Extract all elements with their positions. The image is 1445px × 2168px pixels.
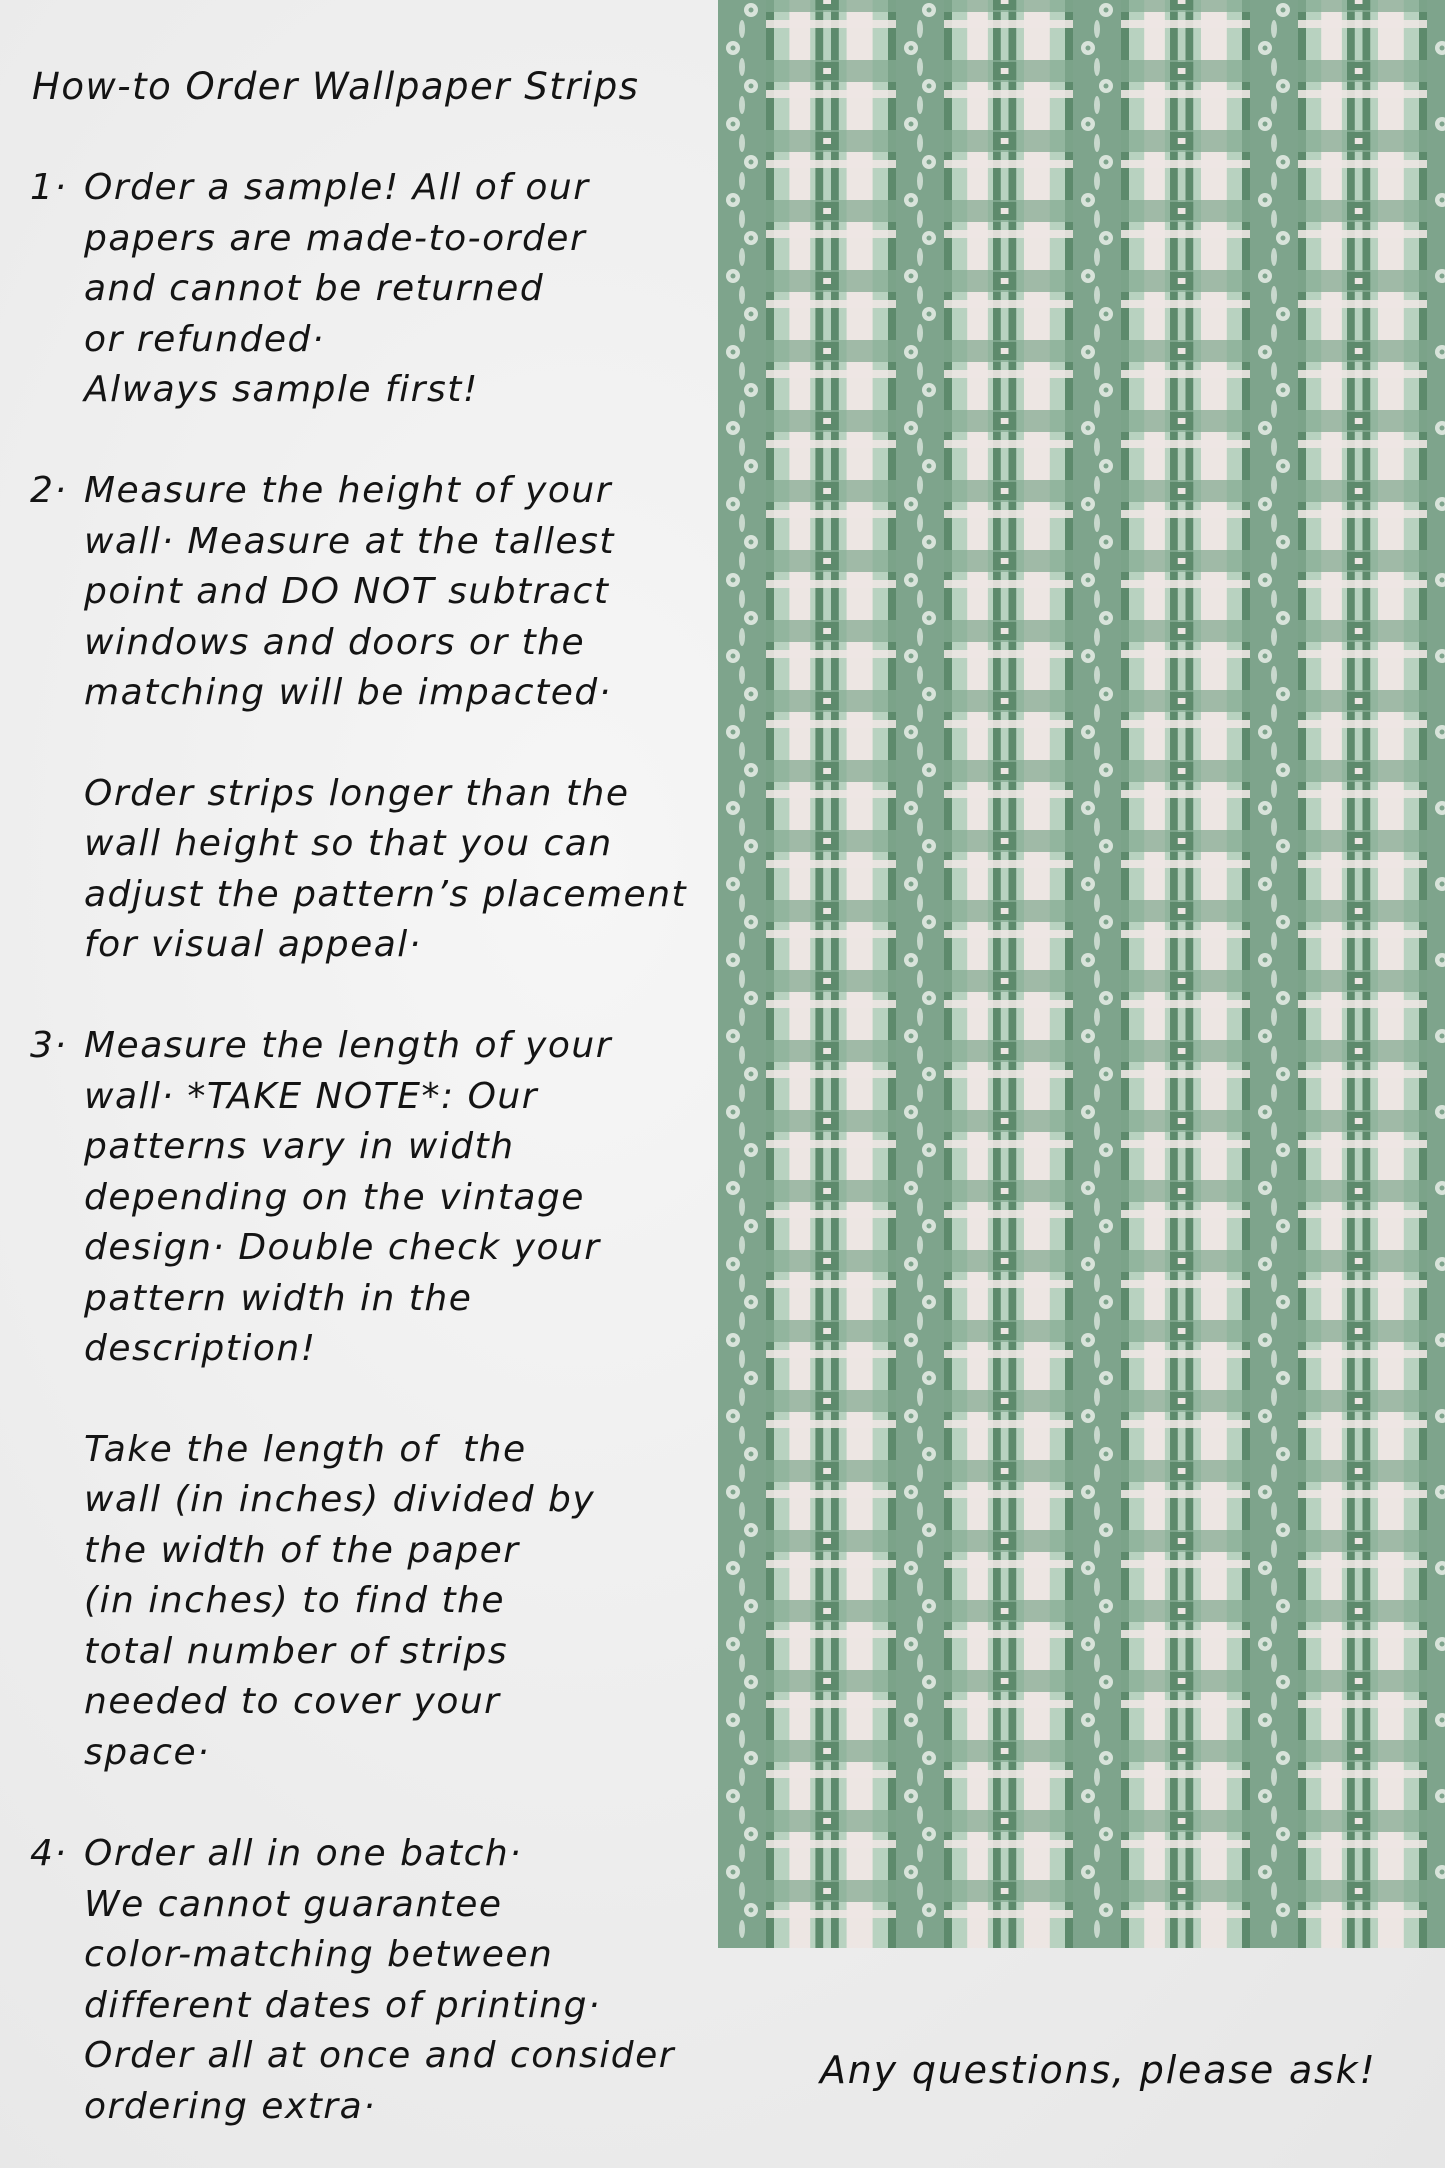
step-paragraph	[84, 1829, 720, 2132]
step-paragraph	[84, 163, 720, 416]
text-line: or refunded·	[84, 318, 325, 360]
text-line: ordering extra·	[84, 2085, 377, 2127]
text-line: the width of the paper	[84, 1529, 520, 1571]
text-line: wall· *TAKE NOTE*: Our	[84, 1075, 539, 1117]
step-4	[30, 1829, 720, 2132]
text-line: for visual appeal·	[84, 924, 422, 965]
text-line: (in inches) to find the	[84, 1580, 506, 1621]
page-title: How-to Order Wallpaper Strips	[32, 65, 640, 108]
text-line: point and DO NOT subtract	[84, 571, 610, 612]
step-number: 2·	[30, 470, 68, 511]
step-paragraph	[84, 1021, 720, 1375]
text-line: windows and doors or the	[84, 621, 586, 663]
text-line: adjust the pattern’s placement	[84, 873, 688, 915]
closing-message: Any questions, please ask!	[820, 2048, 1377, 2092]
step-body	[84, 1021, 720, 1778]
text-line: total number of strips	[84, 1630, 509, 1672]
text-line: description!	[84, 1328, 317, 1369]
text-line: Order all in one batch·	[84, 1833, 523, 1874]
text-line: Always sample first!	[84, 369, 479, 410]
step-3	[30, 1021, 720, 1778]
text-line: wall· Measure at the tallest	[84, 520, 615, 562]
step-body	[84, 1829, 720, 2132]
text-line: and cannot be returned	[84, 268, 545, 309]
text-line: color-matching between	[84, 1934, 554, 1975]
text-line: space·	[84, 1731, 211, 1773]
text-line: Measure the height of your	[84, 470, 613, 511]
text-line: Take the length of the	[84, 1428, 527, 1470]
text-line: wall (in inches) divided by	[84, 1479, 596, 1520]
text-line: needed to cover your	[84, 1681, 501, 1722]
instructions-panel	[0, 0, 720, 2168]
text-line: papers are made-to-order	[84, 217, 587, 259]
step-number: 1·	[30, 167, 68, 208]
text-line: different dates of printing·	[84, 1984, 601, 2026]
step-1	[30, 163, 720, 416]
text-line: depending on the vintage	[84, 1176, 585, 1218]
text-line: patterns vary in width	[84, 1126, 515, 1167]
text-line: wall height so that you can	[84, 823, 613, 864]
text-line: Order a sample! All of our	[84, 167, 590, 208]
step-body	[84, 163, 720, 416]
wallpaper-pattern-graphic	[718, 0, 1445, 1948]
wallpaper-strip	[718, 0, 1445, 1948]
step-number: 4·	[30, 1833, 68, 1874]
text-line: design· Double check your	[84, 1227, 601, 1268]
step-body	[84, 466, 720, 971]
step-2	[30, 466, 720, 971]
text-line: matching will be impacted·	[84, 672, 612, 713]
step-paragraph	[84, 466, 720, 719]
text-line: Measure the length of your	[84, 1025, 613, 1066]
text-line: We cannot guarantee	[84, 1883, 503, 1925]
step-paragraph	[84, 1425, 720, 1779]
step-number: 3·	[30, 1025, 68, 1066]
text-line: Order all at once and consider	[84, 2035, 676, 2076]
step-paragraph	[84, 769, 720, 971]
text-line: pattern width in the	[84, 1277, 473, 1319]
text-line: Order strips longer than the	[84, 772, 630, 814]
